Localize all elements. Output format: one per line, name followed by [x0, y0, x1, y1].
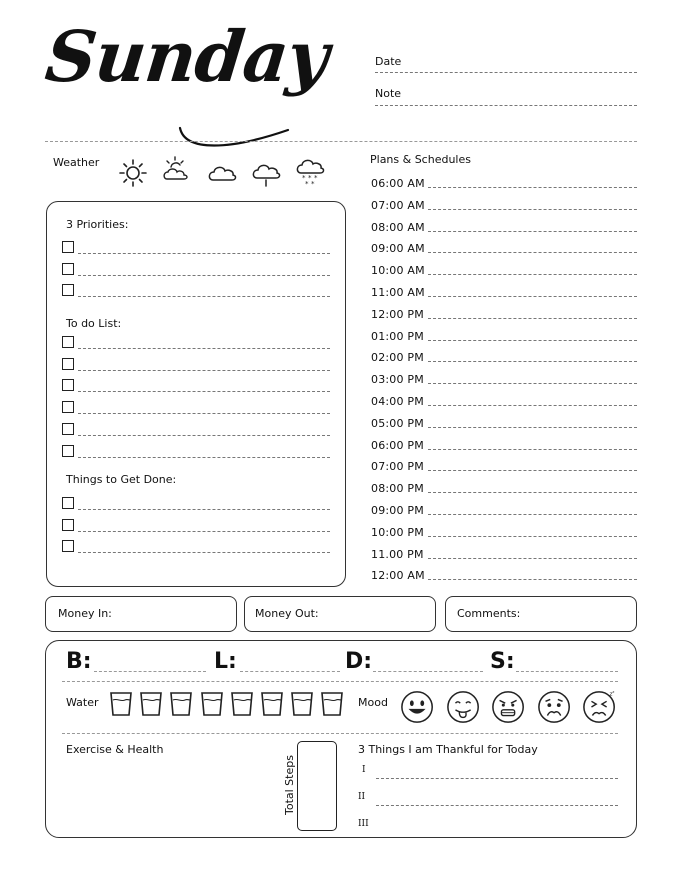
schedule-line[interactable]	[428, 492, 637, 493]
todo-checkbox[interactable]	[62, 379, 74, 391]
lunch-field[interactable]	[240, 671, 340, 672]
water-glass-icon[interactable]	[291, 692, 313, 716]
schedule-line[interactable]	[428, 383, 637, 384]
comments-label: Comments:	[457, 607, 521, 620]
page-title: Sunday	[41, 15, 332, 98]
todo-line[interactable]	[78, 348, 330, 349]
todo-line[interactable]	[78, 457, 330, 458]
water-glass-icon[interactable]	[110, 692, 132, 716]
thankful-line[interactable]	[376, 778, 618, 779]
svg-text:*: *	[314, 174, 318, 182]
things-line[interactable]	[78, 552, 330, 553]
money-out-label: Money Out:	[255, 607, 319, 620]
lunch-label: L:	[214, 649, 237, 674]
schedule-time: 10:00 PM	[371, 525, 424, 539]
svg-text:*: *	[305, 180, 309, 187]
svg-text:*: *	[311, 180, 315, 187]
date-field[interactable]	[375, 72, 637, 73]
priorities-label: 3 Priorities:	[66, 218, 129, 231]
schedule-line[interactable]	[428, 187, 637, 188]
water-glass-icon[interactable]	[170, 692, 192, 716]
date-label: Date	[375, 55, 402, 68]
todo-checkbox[interactable]	[62, 336, 74, 348]
schedule-time: 09:00 PM	[371, 504, 424, 517]
sleepy-face-icon[interactable]	[582, 689, 618, 725]
schedule-line[interactable]	[428, 318, 637, 319]
schedule-time: 11:00 AM	[371, 286, 425, 299]
schedule-time: 09:00 AM	[371, 242, 425, 256]
todo-line[interactable]	[78, 391, 330, 392]
schedule-time: 07:00 PM	[371, 460, 424, 474]
water-glass-icon[interactable]	[231, 692, 253, 716]
todo-line[interactable]	[78, 435, 330, 436]
tasks-panel	[46, 201, 346, 587]
todo-checkbox[interactable]	[62, 423, 74, 435]
tongue-face-icon[interactable]	[446, 689, 482, 725]
schedule-line[interactable]	[428, 579, 637, 580]
schedule-time: 01:00 PM	[371, 329, 424, 343]
comments-box[interactable]	[445, 596, 637, 632]
sun-icon[interactable]	[118, 158, 148, 188]
thankful-numeral: II	[358, 792, 366, 802]
rain-cloud-icon[interactable]	[251, 160, 281, 190]
schedule-time: 05:00 PM	[371, 416, 424, 430]
schedule-line[interactable]	[428, 449, 637, 450]
thankful-numeral: III	[358, 819, 369, 829]
things-checkbox[interactable]	[62, 497, 74, 509]
breakfast-field[interactable]	[94, 671, 206, 672]
schedule-time: 02:00 PM	[371, 351, 424, 365]
schedule-line[interactable]	[428, 536, 637, 537]
svg-text:z: z	[612, 689, 615, 694]
sad-face-icon[interactable]	[537, 689, 573, 725]
schedule-line[interactable]	[428, 274, 637, 275]
steps-label: Total Steps	[283, 755, 296, 815]
schedule-line[interactable]	[428, 252, 637, 253]
breakfast-label: B:	[66, 649, 92, 674]
steps-field[interactable]	[297, 741, 337, 831]
schedule-line[interactable]	[428, 558, 637, 559]
schedule-time: 08:00 AM	[371, 220, 425, 234]
schedule-time: 06:00 AM	[371, 177, 425, 190]
todo-checkbox[interactable]	[62, 445, 74, 457]
angry-face-icon[interactable]	[491, 689, 527, 725]
schedule-line[interactable]	[428, 296, 637, 297]
things-label: Things to Get Done:	[66, 473, 177, 486]
schedule-line[interactable]	[428, 514, 637, 515]
things-checkbox[interactable]	[62, 540, 74, 552]
todo-checkbox[interactable]	[62, 358, 74, 370]
snack-field[interactable]	[516, 671, 618, 672]
meals-divider	[62, 681, 618, 682]
schedule-time: 12:00 AM	[371, 569, 425, 583]
daily-tracker-panel	[45, 640, 637, 838]
todo-line[interactable]	[78, 370, 330, 371]
schedule-time: 04:00 PM	[371, 395, 424, 408]
todo-label: To do List:	[66, 317, 122, 330]
things-line[interactable]	[78, 509, 330, 510]
cloud-icon[interactable]	[207, 160, 237, 184]
thankful-label: 3 Things I am Thankful for Today	[358, 743, 538, 756]
dinner-field[interactable]	[373, 671, 483, 672]
schedule-time: 12:00 PM	[371, 307, 424, 321]
partly-sunny-icon[interactable]	[161, 155, 191, 185]
schedule-time: 10:00 AM	[371, 264, 425, 278]
schedule-time: 11.00 PM	[371, 547, 424, 561]
schedule-line[interactable]	[428, 340, 637, 341]
schedule-line[interactable]	[428, 470, 637, 471]
note-field[interactable]	[375, 105, 637, 106]
priority-line[interactable]	[78, 296, 330, 297]
thankful-line[interactable]	[376, 805, 618, 806]
schedule-time: 08:00 PM	[371, 482, 424, 496]
happy-face-icon[interactable]	[400, 689, 436, 725]
money-out-box[interactable]	[244, 596, 436, 632]
money-in-box[interactable]	[45, 596, 237, 632]
priority-line[interactable]	[78, 253, 330, 254]
svg-text:*: *	[302, 174, 306, 182]
priority-checkbox[interactable]	[62, 263, 74, 275]
todo-checkbox[interactable]	[62, 401, 74, 413]
schedule-line[interactable]	[428, 405, 637, 406]
water-glass-icon[interactable]	[201, 692, 223, 716]
water-glass-icon[interactable]	[261, 692, 283, 716]
mood-label: Mood	[358, 696, 388, 709]
dinner-label: D:	[345, 649, 373, 674]
things-line[interactable]	[78, 531, 330, 532]
water-label: Water	[66, 696, 99, 709]
money-in-label: Money In:	[58, 607, 112, 620]
weather-label: Weather	[53, 156, 100, 169]
plans-label: Plans & Schedules	[370, 153, 471, 166]
exercise-label: Exercise & Health	[66, 743, 164, 756]
schedule-time: 06:00 PM	[371, 438, 424, 452]
snow-cloud-icon[interactable]	[295, 155, 325, 187]
title-swash	[150, 100, 290, 160]
priority-line[interactable]	[78, 275, 330, 276]
svg-text:z: z	[609, 691, 613, 698]
thankful-numeral: I	[362, 765, 366, 775]
priority-checkbox[interactable]	[62, 284, 74, 296]
water-glass-icon[interactable]	[140, 692, 162, 716]
priority-checkbox[interactable]	[62, 241, 74, 253]
schedule-line[interactable]	[428, 209, 637, 210]
mood-divider	[62, 733, 618, 734]
snack-label: S:	[490, 649, 515, 674]
schedule-time: 03:00 PM	[371, 373, 424, 387]
header-divider	[45, 141, 637, 142]
svg-text:*: *	[308, 174, 312, 182]
schedule-line[interactable]	[428, 427, 637, 428]
things-checkbox[interactable]	[62, 519, 74, 531]
schedule-line[interactable]	[428, 361, 637, 362]
schedule-line[interactable]	[428, 231, 637, 232]
schedule-time: 07:00 AM	[371, 198, 425, 212]
todo-line[interactable]	[78, 413, 330, 414]
water-glass-icon[interactable]	[321, 692, 343, 716]
note-label: Note	[375, 87, 402, 100]
